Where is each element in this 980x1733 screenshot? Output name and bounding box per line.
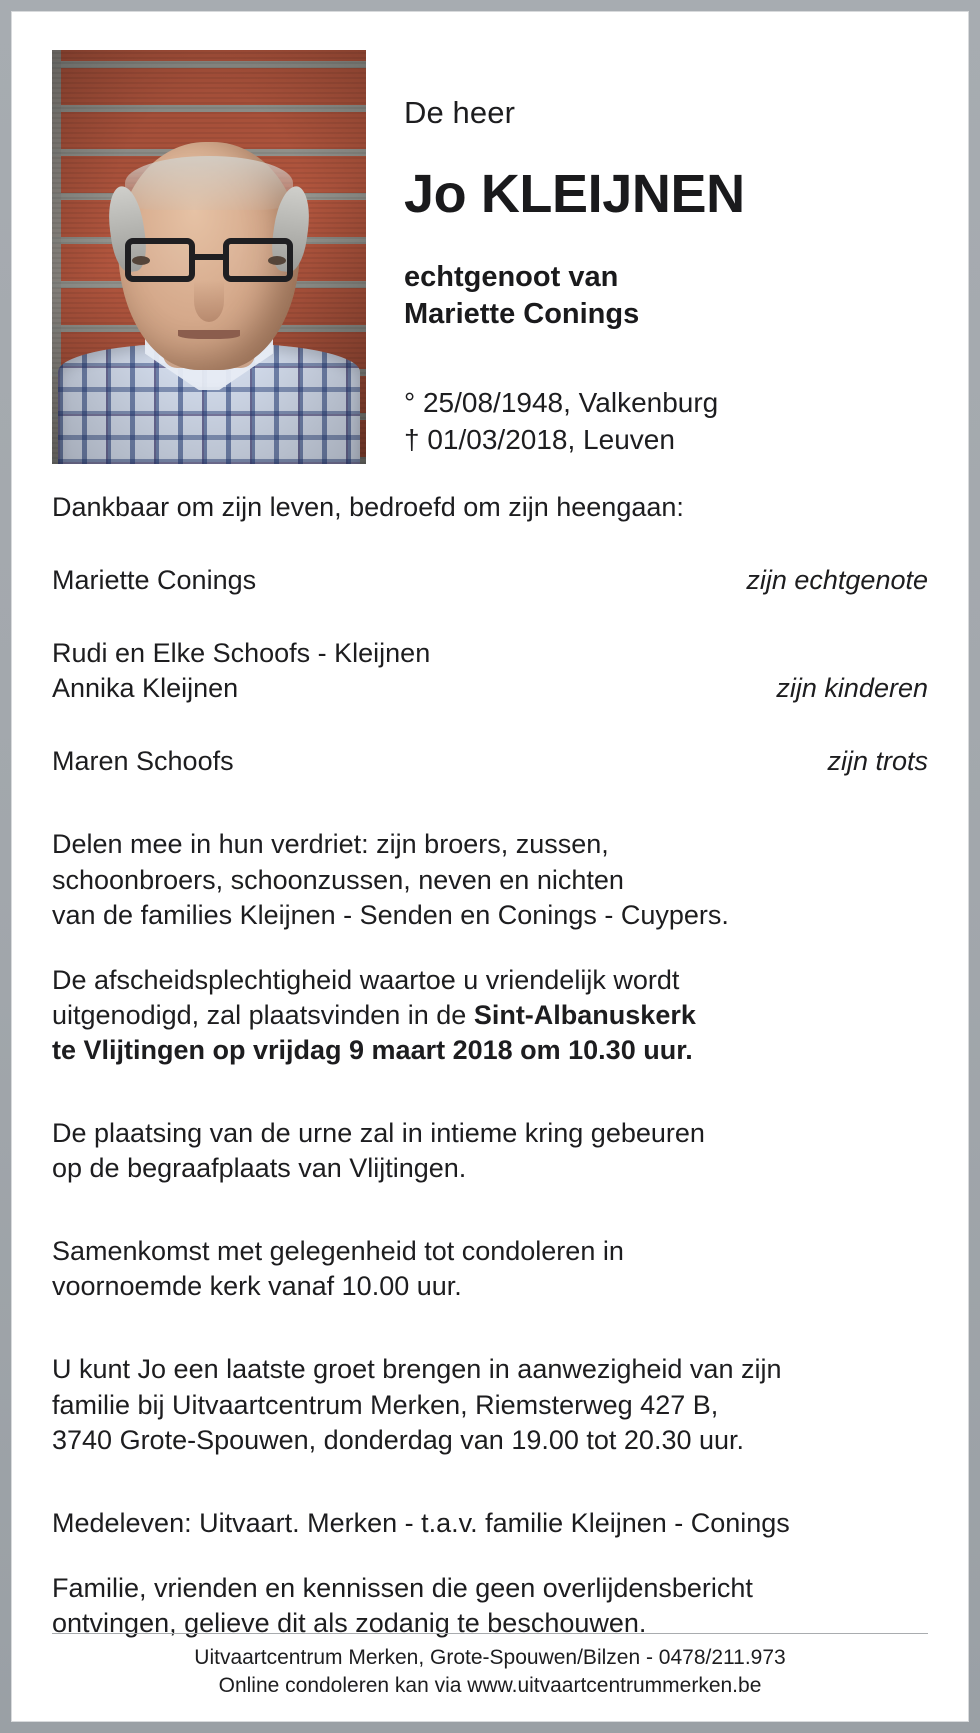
relation-row xyxy=(52,744,928,779)
ceremony-line-3 xyxy=(52,1033,928,1068)
eyeglasses-icon xyxy=(125,238,293,286)
header-section xyxy=(52,50,928,464)
mourners-line: schoonbroers, schoonzussen, neven en nichten xyxy=(52,864,624,895)
person-figure xyxy=(64,134,354,464)
body-section xyxy=(52,490,928,1641)
visit-line: familie bij Uitvaartcentrum Merken, Riemsterweg 427 B, xyxy=(52,1389,719,1420)
relation-name: Rudi en Elke Schoofs - Kleijnen xyxy=(52,638,431,669)
intro-line: Dankbaar om zijn leven, bedroefd om zijn heengaan: xyxy=(52,492,684,522)
urn-paragraph xyxy=(52,1116,928,1186)
card-content xyxy=(12,12,968,1641)
ceremony-plain-text: uitgenodigd, zal plaatsvinden in de xyxy=(52,999,474,1030)
life-dates xyxy=(404,385,928,459)
spouse-name: Mariette Conings xyxy=(404,297,640,330)
notice-line: ontvingen, gelieve dit als zodanig te beschouwen. xyxy=(52,1607,647,1638)
deceased-name: Jo KLEIJNEN xyxy=(404,164,745,225)
urn-line: op de begraafplaats van Vlijtingen. xyxy=(52,1153,467,1184)
ceremony-line-2 xyxy=(52,998,928,1033)
spouse-block xyxy=(404,259,928,333)
death-date: † 01/03/2018, Leuven xyxy=(404,423,675,455)
memorial-card xyxy=(12,12,968,1721)
relation-role: zijn kinderen xyxy=(776,673,928,704)
ceremony-church-name: Sint-Albanuskerk xyxy=(473,999,696,1030)
visit-paragraph xyxy=(52,1352,928,1457)
footer-contact: Uitvaartcentrum Merken, Grote-Spouwen/Bilzen - 0478/211.973 xyxy=(194,1646,786,1670)
gathering-line: Samenkomst met gelegenheid tot condoleren in xyxy=(52,1236,624,1267)
salutation: De heer xyxy=(404,95,515,130)
spouse-label: echtgenoot van xyxy=(404,260,619,293)
nose xyxy=(194,280,224,322)
birth-date: ° 25/08/1948, Valkenburg xyxy=(404,387,719,418)
glasses-left-lens xyxy=(125,238,195,282)
relation-role: zijn echtgenote xyxy=(746,565,928,596)
gathering-paragraph xyxy=(52,1234,928,1304)
ceremony-datetime: te Vlijtingen op vrijdag 9 maart 2018 om 10.30 uur. xyxy=(52,1034,693,1065)
glasses-bridge xyxy=(195,254,223,260)
footer-website: Online condoleren kan via www.uitvaartcentrummerken.be xyxy=(218,1673,762,1697)
footer-divider xyxy=(52,1633,928,1634)
relation-name: Mariette Conings xyxy=(52,565,257,596)
notice-line: Familie, vrienden en kennissen die geen overlijdensbericht xyxy=(52,1572,753,1603)
sympathy-paragraph: Medeleven: Uitvaart. Merken - t.a.v. familie Kleijnen - Conings xyxy=(52,1507,790,1538)
relation-names xyxy=(52,636,430,706)
glasses-right-lens xyxy=(223,238,293,282)
relation-row xyxy=(52,563,928,598)
visit-line: U kunt Jo een laatste groet brengen in aanwezigheid van zijn xyxy=(52,1354,782,1385)
ceremony-line-1: De afscheidsplechtigheid waartoe u vriendelijk wordt xyxy=(52,964,680,995)
portrait-photo xyxy=(52,50,366,464)
header-text-block xyxy=(366,50,928,459)
gathering-line: voornoemde kerk vanaf 10.00 uur. xyxy=(52,1271,462,1302)
mourners-paragraph xyxy=(52,827,928,932)
relation-names xyxy=(52,744,234,779)
relation-role: zijn trots xyxy=(827,746,928,777)
relation-row xyxy=(52,636,928,706)
mouth xyxy=(178,330,240,339)
mourners-line: Delen mee in hun verdriet: zijn broers, zussen, xyxy=(52,829,609,860)
relation-names xyxy=(52,563,256,598)
mourners-line: van de families Kleijnen - Senden en Conings - Cuypers. xyxy=(52,899,729,930)
urn-line: De plaatsing van de urne zal in intieme kring gebeuren xyxy=(52,1118,705,1149)
footer-section xyxy=(52,1633,928,1699)
hair-top xyxy=(125,156,293,210)
relation-name: Maren Schoofs xyxy=(52,746,234,777)
visit-line: 3740 Grote-Spouwen, donderdag van 19.00 tot 20.30 uur. xyxy=(52,1424,745,1455)
relation-name: Annika Kleijnen xyxy=(52,673,239,704)
notice-paragraph xyxy=(52,1571,928,1641)
ceremony-paragraph xyxy=(52,963,928,1068)
